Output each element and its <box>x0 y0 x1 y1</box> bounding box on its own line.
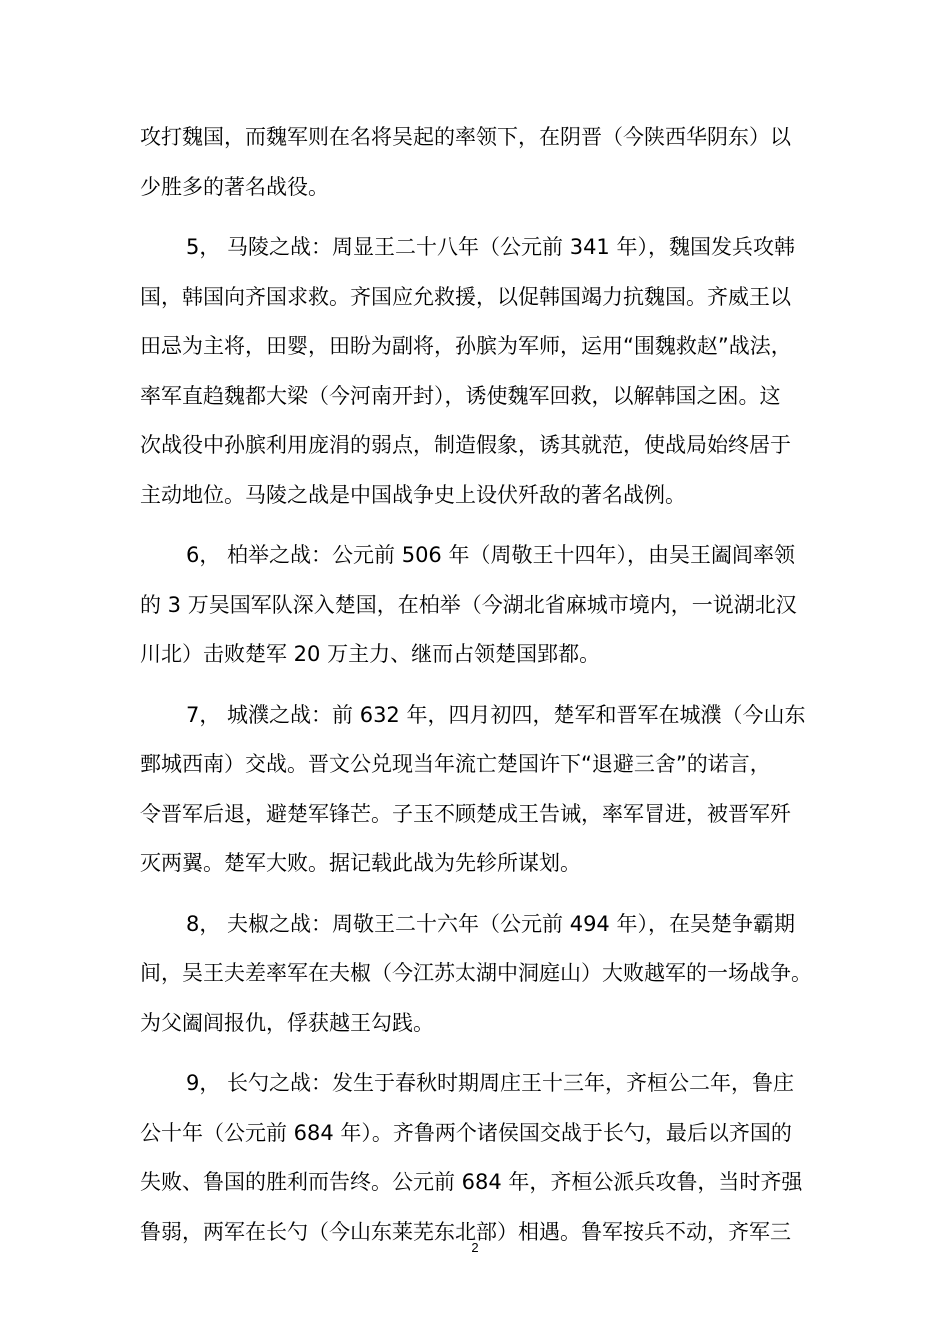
paragraph-item-8 <box>140 900 830 1049</box>
body-text <box>140 113 830 1257</box>
text-line: 6， 柏举之战：公元前 506 年（周敬王十四年），由吴王阖闾率领 <box>186 543 795 567</box>
text-line: 的 3 万吴国军队深入楚国，在柏举（今湖北省麻城市境内，一说湖北汉 <box>140 592 797 617</box>
text-line: 川北）击败楚军 20 万主力、继而占领楚国郢都。 <box>140 642 601 666</box>
text-line: 灭两翼。楚军大败。据记载此战为先轸所谋划。 <box>140 851 581 875</box>
text-line: 率军直趋魏都大梁（今河南开封），诱使魏军回救，以解韩国之困。这 <box>140 383 781 408</box>
text-line: 8， 夫椒之战：周敬王二十六年（公元前 494 年），在吴楚争霸期 <box>186 911 795 936</box>
text-line: 令晋军后退，避楚军锋芒。子玉不顾楚成王告诫，率军冒进，被晋军歼 <box>140 801 791 826</box>
text-line: 少胜多的著名战役。 <box>140 174 329 199</box>
text-line: 国，韩国向齐国求救。齐国应允救援，以促韩国竭力抗魏国。齐威王以 <box>140 284 791 309</box>
text-line: 公十年（公元前 684 年）。齐鲁两个诸侯国交战于长勺，最后以齐国的 <box>140 1120 792 1145</box>
text-line: 间，吴王夫差率军在夫椒（今江苏太湖中洞庭山）大败越军的一场战争。 <box>140 961 812 985</box>
text-line: 9， 长勺之战：发生于春秋时期周庄王十三年，齐桓公二年，鲁庄 <box>186 1071 795 1095</box>
paragraph-item-6 <box>140 531 830 680</box>
paragraph-item-5 <box>140 223 830 520</box>
text-line: 为父阖闾报仇，俘获越王勾践。 <box>140 1010 434 1035</box>
text-line: 主动地位。马陵之战是中国战争史上设伏歼敌的著名战例。 <box>140 482 686 507</box>
paragraph-item-9 <box>140 1059 830 1257</box>
text-line: 攻打魏国，而魏军则在名将吴起的率领下，在阴晋（今陕西华阴东）以 <box>140 125 791 149</box>
paragraph-item-7 <box>140 691 830 889</box>
text-line: 7， 城濮之战：前 632 年，四月初四，楚军和晋军在城濮（今山东 <box>186 702 806 727</box>
paragraph-continuation <box>140 113 830 212</box>
text-line: 失败、鲁国的胜利而告终。公元前 684 年，齐桓公派兵攻鲁，当时齐强 <box>140 1170 803 1194</box>
page-number: 2 <box>471 1240 479 1255</box>
text-line: 鲁弱，两军在长勺（今山东莱芜东北部）相遇。鲁军按兵不动，齐军三 <box>140 1219 791 1244</box>
text-line: 鄄城西南）交战。晋文公兑现当年流亡楚国许下“退避三舍”的诺言， <box>140 752 771 776</box>
text-line: 5， 马陵之战：周显王二十八年（公元前 341 年），魏国发兵攻韩 <box>186 235 795 259</box>
text-line: 田忌为主将，田婴，田盼为副将，孙膑为军师，运用“围魏救赵”战法， <box>140 334 792 358</box>
text-line: 次战役中孙膑利用庞涓的弱点，制造假象，诱其就范，使战局始终居于 <box>140 433 791 457</box>
